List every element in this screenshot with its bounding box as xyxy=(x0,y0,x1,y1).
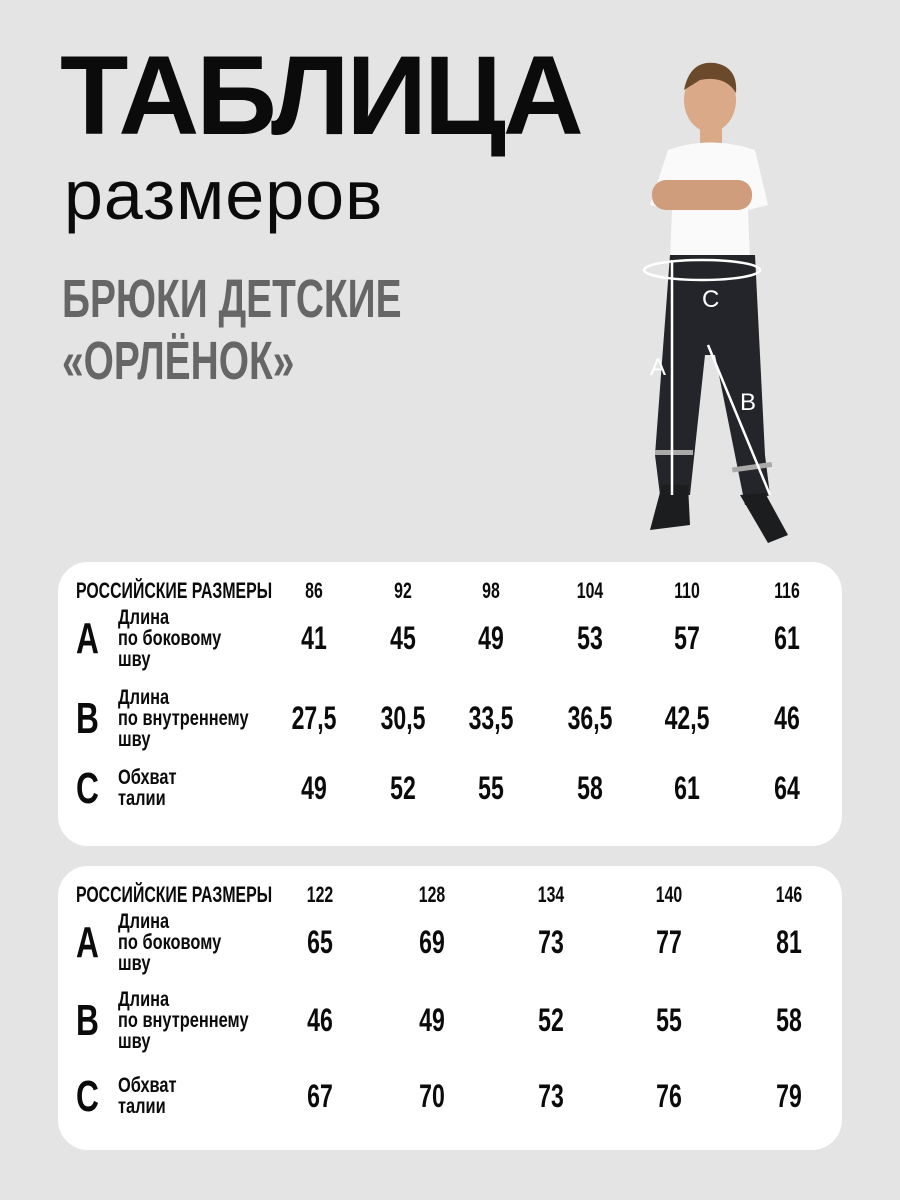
measurement-letter: C xyxy=(76,1072,99,1121)
measurement-letter: C xyxy=(76,764,99,813)
table-header-label: РОССИЙСКИЕ РАЗМЕРЫ xyxy=(76,578,273,603)
product-name-line1: БРЮКИ ДЕТСКИЕ xyxy=(62,269,402,329)
measurement-letter: B xyxy=(76,996,99,1045)
measurement-label: Обхват талии xyxy=(118,766,177,810)
title-sub: размеров xyxy=(64,156,384,234)
diagram-label-a: A xyxy=(650,354,667,381)
size-table: РОССИЙСКИЕ РАЗМЕРЫ 86 92 98 104 110 116 A Длина по боковому шву 41 45 49 53 57 61 B Длина по внутреннему шву 27,5 30,5 33,5 36,5 42,5 46 C Обхват талии 49 52 55 58 61 64 xyxy=(58,562,842,846)
title-main: ТАБЛИЦА xyxy=(60,33,581,158)
product-name-line2: «ОРЛЁНОК» xyxy=(62,331,295,391)
measurement-letter: A xyxy=(76,918,99,967)
measurement-letter: B xyxy=(76,694,99,743)
measurement-label: Длина по внутреннему шву xyxy=(118,987,249,1053)
model-photo-diagram xyxy=(630,55,800,555)
diagram-label-b: B xyxy=(740,389,757,416)
measurement-label: Длина по боковому шву xyxy=(118,605,222,671)
measurement-letter: A xyxy=(76,614,99,663)
measurement-label: Обхват талии xyxy=(118,1074,177,1118)
table-header-label: РОССИЙСКИЕ РАЗМЕРЫ xyxy=(76,882,273,907)
diagram-label-c: C xyxy=(702,286,720,313)
size-table: РОССИЙСКИЕ РАЗМЕРЫ 122 128 134 140 146 A Длина по боковому шву 65 69 73 77 81 B Длина по внутреннему шву 46 49 52 55 58 C Обхват талии 67 70 73 76 79 xyxy=(58,866,842,1150)
measurement-label: Длина по боковому шву xyxy=(118,909,222,975)
measurement-label: Длина по внутреннему шву xyxy=(118,685,249,751)
